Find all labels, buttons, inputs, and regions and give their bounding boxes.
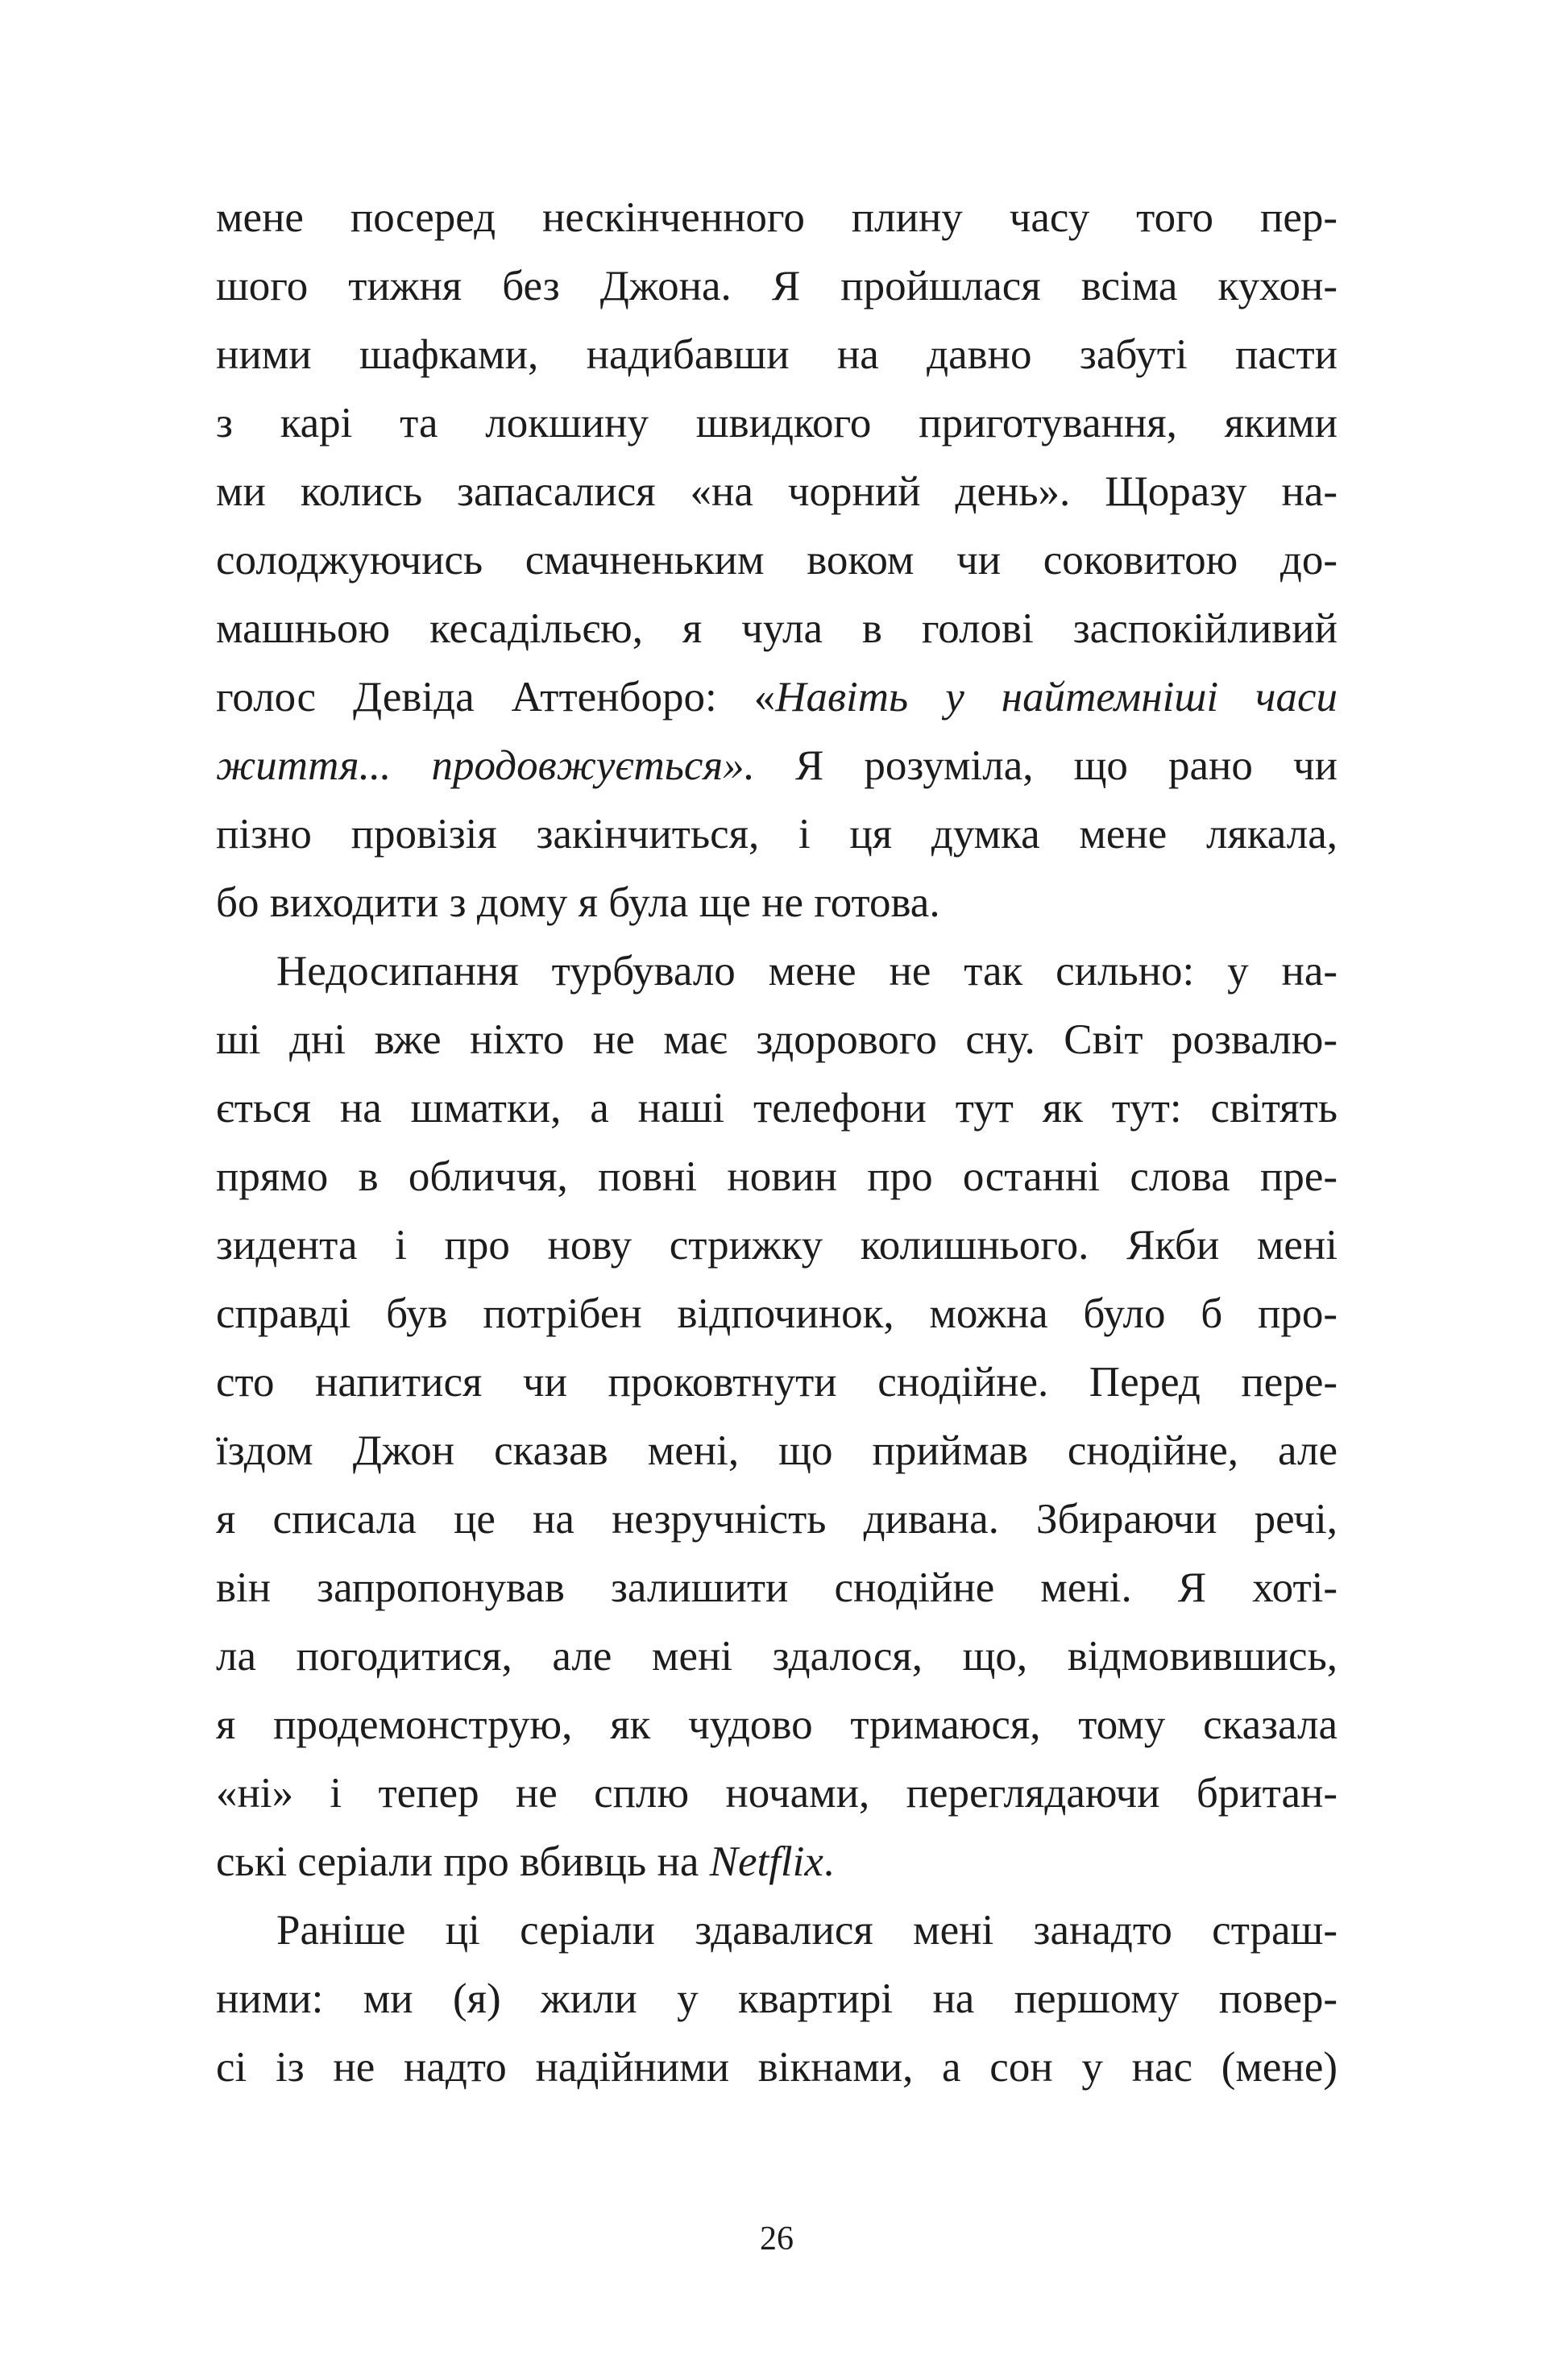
text-line: «ні» і тепер не сплю ночами, переглядаючи британ- [216, 1770, 1338, 1817]
text-line: солоджуючись смачненьким воком чи соковитою до- [216, 537, 1338, 584]
text-line: зидента і про нову стрижку колишнього. Якби мені [216, 1222, 1338, 1269]
text-run: голос Девіда Аттенборо: « [216, 674, 776, 721]
paragraph [216, 184, 1338, 937]
text-line: Недосипання турбувало мене не так сильно: у на- [276, 948, 1338, 995]
text-run: Я розуміла, що рано чи [754, 742, 1338, 789]
text-line: машньою кесадільєю, я чула в голові заспокійливий [216, 605, 1338, 652]
text-line [216, 1828, 1338, 1896]
italic-brand: Netflix [709, 1838, 823, 1885]
text-line: ється на шматки, а наші телефони тут як тут: світять [216, 1085, 1338, 1132]
body-text [216, 184, 1338, 2102]
text-line: з карі та локшину швидкого приготування, якими [216, 400, 1338, 447]
text-line: сі із не надто надійними вікнами, а сон у нас (мене) [216, 2044, 1338, 2091]
text-line: я продемонструю, як чудово тримаюся, тому сказала [216, 1701, 1338, 1748]
text-line [216, 663, 1338, 732]
text-line [216, 732, 1338, 800]
text-line: я списала це на незручність дивана. Збираючи речі, [216, 1496, 1338, 1543]
text-run: . [823, 1838, 835, 1885]
text-line: сто напитися чи проковтнути снодійне. Перед пере- [216, 1359, 1338, 1406]
text-line: пізно провізія закінчиться, і ця думка мене лякала, [216, 811, 1338, 858]
italic-quote: життя... продовжується». [216, 742, 755, 789]
text-line: справді був потрібен відпочинок, можна було б про- [216, 1290, 1338, 1337]
text-line: ші дні вже ніхто не має здорового сну. Світ розвалю- [216, 1016, 1338, 1063]
text-line: бо виходити з дому я була ще не готова. [216, 879, 940, 926]
text-line: Раніше ці серіали здавалися мені занадто страш- [276, 1907, 1338, 1954]
text-run: ські серіали про вбивць на [216, 1838, 710, 1885]
text-line: ми колись запасалися «на чорний день». Щоразу на- [216, 468, 1338, 515]
paragraph [216, 937, 1338, 1896]
text-line: їздом Джон сказав мені, що приймав снодійне, але [216, 1427, 1338, 1474]
italic-quote: Навіть у найтемніші часи [775, 674, 1338, 721]
text-line: він запропонував залишити снодійне мені. Я хоті- [216, 1564, 1338, 1611]
page-number: 26 [760, 2220, 794, 2257]
text-line: прямо в обличчя, повні новин про останні слова пре- [216, 1153, 1338, 1200]
text-line: шого тижня без Джона. Я пройшлася всіма кухон- [216, 263, 1338, 309]
text-line: ла погодитися, але мені здалося, що, відмовившись, [216, 1633, 1338, 1680]
text-line: ними: ми (я) жили у квартирі на першому повер- [216, 1975, 1338, 2022]
text-line: мене посеред нескінченного плину часу того пер- [216, 194, 1338, 241]
text-line: ними шафками, надибавши на давно забуті пасти [216, 331, 1338, 378]
paragraph [216, 1896, 1338, 2102]
